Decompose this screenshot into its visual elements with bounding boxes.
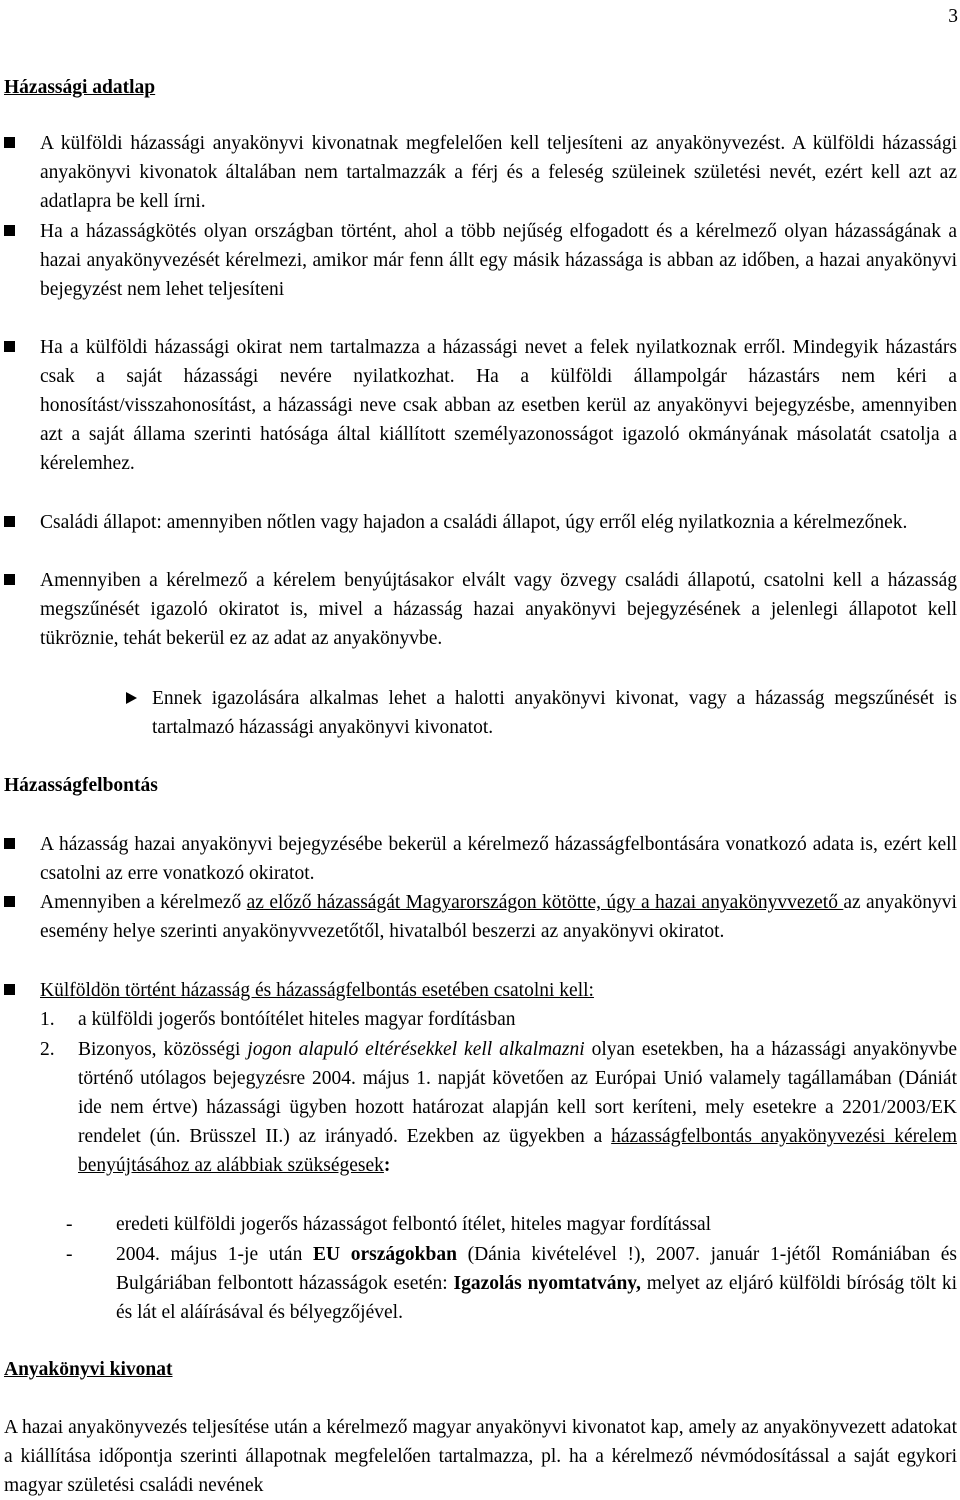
bullet-square-icon: [4, 516, 15, 527]
bullet-square-icon: [4, 984, 15, 995]
dash-item-1: eredeti külföldi jogerős házasságot felbontó ítélet, hiteles magyar fordítással: [116, 1214, 712, 1235]
dash-marker: -: [66, 1244, 73, 1265]
divorce-bullet-2-part-b: az anyakönyvi esemény helye szerinti anyakönyvvezetőtől, hivatalból beszerzi az anyakönyvi okiratot.: [40, 892, 957, 942]
divorce-bullet-2-underlined: az előző házasságát Magyarországon kötötte, úgy a hazai anyakönyvvezető: [246, 892, 844, 913]
dash-item-2-part-a: 2004. május 1-je után: [116, 1244, 313, 1265]
bullet-square-icon: [4, 896, 15, 907]
marriage-bullet-2: Ha a házasságkötés olyan országban történt, ahol a több nejűség elfogadott és a kérelmező olyan házasságának a hazai anyakönyvezését kérelmezi, amikor már fenn állt egy másik házassága is abban az időben, a hazai anyakönyvi bejegyzést nem lehet teljesíteni: [40, 221, 957, 300]
bullet-square-icon: [4, 225, 15, 236]
numbered-label-2: 2.: [40, 1039, 55, 1060]
dash-item-2: [116, 1240, 957, 1327]
marriage-bullet-4: Családi állapot: amennyiben nőtlen vagy hajadon a családi állapot, úgy erről elég nyilatkoznia a kérelmezőnek.: [40, 512, 908, 533]
bullet-square-icon: [4, 137, 15, 148]
numbered-item-2-underlined: házasságfelbontás anyakönyvezési kérelem benyújtásához az alábbiak szükségesek: [78, 1126, 957, 1176]
numbered-item-1: a külföldi jogerős bontóítélet hiteles magyar fordításban: [78, 1009, 516, 1030]
divorce-bullet-3: Külföldön történt házasság és házasságfelbontás esetében csatolni kell:: [40, 980, 594, 1001]
marriage-bullet-1: A külföldi házassági anyakönyvi kivonatnak megfelelően kell teljesíteni az anyakönyvezést. A külföldi házassági anyakönyvi kivonatok általában nem tartalmazzák a férj és a feleség szüleinek születési nevét, ezért kell azt az adatlapra be kell írni.: [40, 133, 957, 212]
dash-marker: -: [66, 1214, 73, 1235]
marriage-bullet-3: Ha a külföldi házassági okirat nem tartalmazza a házassági nevet a felek nyilatkoznak erről. Mindegyik házastárs csak a saját házassági nevére nyilatkozhat. Ha a külföldi állampolgár házastárs nem kéri a honosítást/visszahonosítást, a házassági neve csak abban az esetben kerül az anyakönyvi bejegyzésbe, amennyiben azt a saját állama szerinti hatósága által kiállított személyazonosságot igazoló okmányának másolatát csatolja a kérelemhez.: [40, 337, 957, 474]
heading-civil-extract: Anyakönyvi kivonat: [4, 1359, 173, 1380]
numbered-item-2-part-b: olyan esetekben, ha a házassági anyakönyvbe történő utólagos bejegyzésre 2004. május 1. napját követően az Európai Unió valamely tagállamában (Dániát ide nem értve) házassági ügyben hozott határozat alapján kell sort keríteni, mely esetekre a 2201/2003/EK rendelet (ún. Brüsszel II.) az irányadó. Ezekben az ügyekben a: [78, 1039, 957, 1147]
extract-paragraph: A hazai anyakönyvezés teljesítése után a kérelmező magyar anyakönyvi kivonatot kap, amely az anyakönyvezett adatokat a kiállítása időpontja szerinti állapotnak megfelelően tartalmazza, pl. ha a kérelmező névmódosítással a saját egykori magyar születési családi nevének: [4, 1417, 957, 1496]
heading-marriage-datasheet: Házassági adatlap: [4, 77, 156, 98]
dash-item-2-part-c: (Dánia kivételével !), 2007. január 1-jétől Romániában és Bulgáriában felbontott házasságok esetén:: [116, 1244, 957, 1294]
numbered-item-2: [78, 1035, 957, 1180]
page-number: 3: [948, 6, 958, 27]
marriage-bullet-5: Amennyiben a kérelmező a kérelem benyújtásakor elvált vagy özvegy családi állapotú, csatolni kell a házasság megszűnését igazoló okiratot is, mivel a házasság hazai anyakönyvi bejegyzésének a jelenlegi állapotot kell tükröznie, tehát bekerül ez az adat az anyakönyvbe.: [40, 570, 957, 649]
arrow-right-icon: [126, 692, 137, 704]
divorce-bullet-2-part-a: Amennyiben a kérelmező: [40, 892, 247, 913]
numbered-item-2-italic: jogon alapuló eltérésekkel kell alkalmazni: [247, 1039, 585, 1060]
heading-divorce: Házasságfelbontás: [4, 775, 158, 796]
numbered-item-2-colon: :: [383, 1155, 391, 1176]
bullet-square-icon: [4, 838, 15, 849]
numbered-item-2-part-a: Bizonyos, közösségi: [78, 1039, 248, 1060]
bullet-square-icon: [4, 341, 15, 352]
dash-item-2-part-d: melyet az eljáró külföldi bíróság tölt ki és lát el aláírásával és bélyegzőjével.: [116, 1273, 957, 1323]
bullet-square-icon: [4, 574, 15, 585]
marriage-bullet-5-sub: Ennek igazolására alkalmas lehet a halotti anyakönyvi kivonat, vagy a házasság megszűnését is tartalmazó házassági anyakönyvi kivonatot.: [152, 688, 957, 738]
divorce-bullet-1: A házasság hazai anyakönyvi bejegyzésébe bekerül a kérelmező házasságfelbontására vonatkozó adata is, ezért kell csatolni az erre vonatkozó okiratot.: [40, 834, 957, 884]
dash-item-2-bold-form: Igazolás nyomtatvány,: [453, 1273, 641, 1294]
dash-item-2-bold-eu: EU országokban: [313, 1244, 457, 1265]
divorce-bullet-2: [40, 888, 957, 946]
numbered-label-1: 1.: [40, 1009, 55, 1030]
